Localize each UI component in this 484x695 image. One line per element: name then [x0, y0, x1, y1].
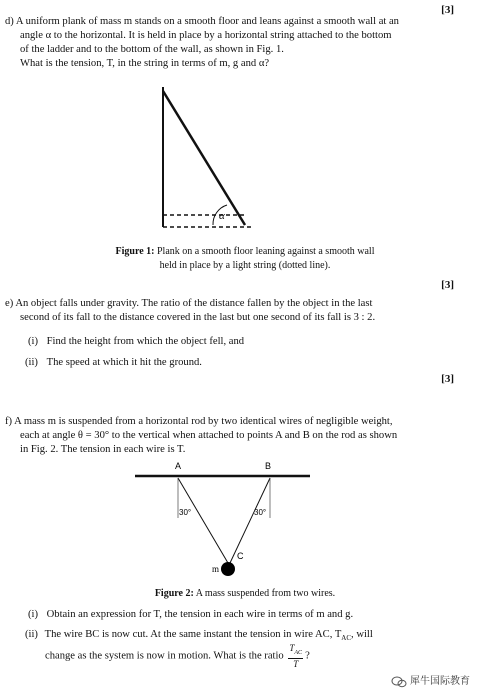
- question-e-part-i-label: (i): [28, 336, 38, 347]
- fraction-numerator: T: [289, 643, 295, 653]
- question-f-label: f): [5, 416, 13, 427]
- question-f-part-ii-line2-row: [45, 643, 460, 669]
- fraction-numerator-sub: AC: [294, 649, 303, 656]
- question-f-part-ii-line2: change as the system is now in motion. What is the ratio: [45, 650, 284, 662]
- figure-1-caption-line1: Plank on a smooth floor leaning against a smooth wall: [157, 246, 375, 257]
- figure-2-diagram: [130, 458, 320, 583]
- figure-1-caption-bold: Figure 1:: [115, 246, 155, 257]
- question-f-line3: in Fig. 2. The tension in each wire is T.: [20, 444, 186, 455]
- figure-1-caption: [60, 245, 430, 273]
- point-b-label: B: [265, 461, 272, 471]
- wechat-icon: [391, 676, 407, 688]
- question-f-line1: A mass m is suspended from a horizontal rod by two identical wires of negligible weight,: [14, 416, 393, 427]
- angle-left-label: 30°: [179, 508, 192, 517]
- question-e-part-ii: [25, 356, 445, 370]
- figure-1-caption-line2: held in place by a light string (dotted line).: [159, 260, 331, 271]
- angle-alpha-label: α: [219, 210, 225, 222]
- question-f-part-ii-line1: The wire BC is now cut. At the same instant the tension in wire AC, T: [44, 629, 342, 640]
- watermark: [391, 675, 470, 689]
- figure-2-caption-bold: Figure 2:: [154, 588, 194, 599]
- question-e-label: e): [5, 298, 14, 309]
- wire-ac: [178, 478, 228, 563]
- question-e-part-i: [28, 335, 448, 349]
- wire-bc: [230, 478, 270, 563]
- question-e-part-i-text: Find the height from which the object fell, and: [46, 336, 245, 347]
- question-f-line2: each at angle θ = 30° to the vertical when attached to points A and B on the rod as shown: [20, 430, 398, 441]
- question-d-line4: What is the tension, T, in the string in terms of m, g and α?: [20, 58, 270, 69]
- marks-e: [3]: [441, 373, 454, 385]
- question-f-part-i-label: (i): [28, 609, 38, 620]
- question-e-part-ii-label: (ii): [25, 357, 38, 368]
- watermark-text: 犀牛国际教育: [410, 676, 470, 687]
- question-d-text: [5, 15, 457, 29]
- figure-1-diagram: [155, 85, 255, 230]
- question-d-line1: A uniform plank of mass m stands on a smooth floor and leans against a smooth wall at an: [15, 16, 399, 27]
- question-f-part-ii-end: ?: [305, 650, 310, 662]
- marks-d: [3]: [441, 279, 454, 291]
- question-d-line3: of the ladder and to the bottom of the wall, as shown in Fig. 1.: [20, 44, 284, 55]
- angle-right-label: 30°: [254, 508, 267, 517]
- question-f-part-i: [28, 608, 458, 622]
- question-f-part-ii-sub: AC: [341, 634, 352, 643]
- question-d-label: d): [5, 16, 14, 27]
- question-f-text: [5, 415, 457, 429]
- marks-top: [3]: [441, 4, 454, 16]
- question-e-line1: An object falls under gravity. The ratio of the distance fallen by the object in the last: [15, 298, 373, 309]
- question-d-line2: angle α to the horizontal. It is held in place by a horizontal string attached to the bottom: [20, 30, 392, 41]
- point-c-label: C: [237, 551, 244, 561]
- question-e-text: [5, 297, 457, 311]
- point-a-label: A: [175, 461, 182, 471]
- fraction-denominator: T: [293, 658, 299, 669]
- figure-2-caption-text: A mass suspended from two wires.: [195, 588, 336, 599]
- mass-circle: [221, 562, 235, 576]
- question-f-part-ii-line1-end: , will: [351, 629, 373, 640]
- mass-label: m: [212, 564, 220, 574]
- question-f-part-ii-label: (ii): [25, 629, 38, 640]
- question-e-part-ii-text: The speed at which it hit the ground.: [46, 357, 202, 368]
- plank-line: [163, 91, 245, 225]
- question-e-line2: second of its fall to the distance covered in the last but one second of its fall is 3 : 2.: [20, 312, 376, 323]
- figure-2-caption: [60, 587, 430, 601]
- question-f-part-i-text: Obtain an expression for T, the tension in each wire in terms of m and g.: [46, 609, 354, 620]
- ratio-fraction: [288, 643, 303, 669]
